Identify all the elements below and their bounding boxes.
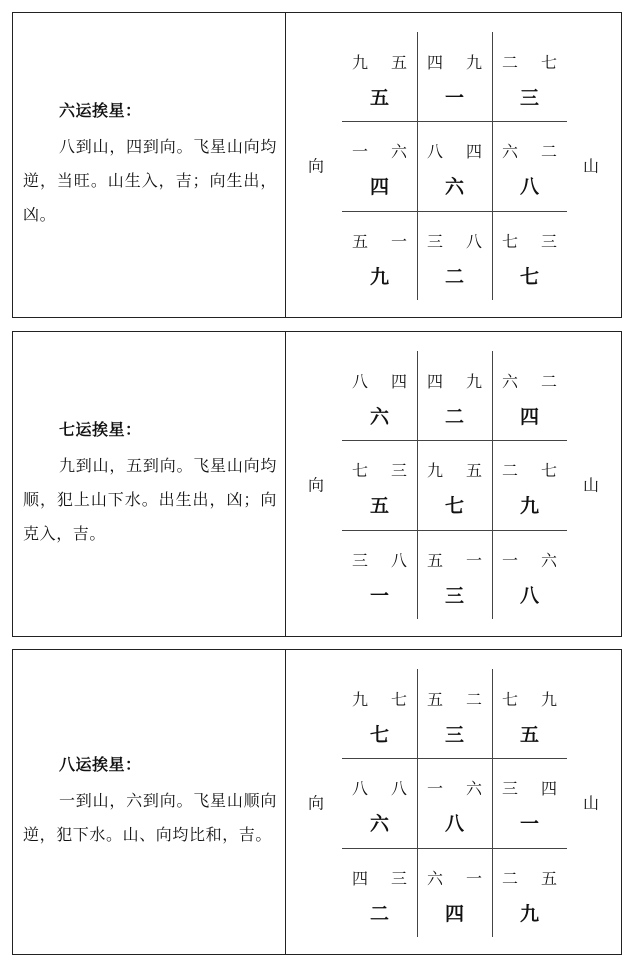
facing-star: 六	[390, 142, 407, 161]
facing-star: 八	[390, 551, 407, 570]
mountain-star: 七	[502, 232, 519, 251]
mountain-star: 七	[352, 461, 369, 480]
cell-top-stars	[417, 369, 492, 392]
facing-star: 四	[540, 779, 557, 798]
cell-top-stars	[417, 776, 492, 799]
cell-top-stars	[342, 369, 417, 392]
facing-star: 三	[390, 461, 407, 480]
cell-top-stars	[417, 458, 492, 481]
column-divider	[285, 332, 286, 636]
base-star: 二	[444, 266, 464, 288]
mountain-direction-label: 山	[583, 793, 600, 813]
facing-star: 九	[465, 53, 482, 72]
grid-cell	[342, 440, 417, 529]
cell-top-stars	[342, 866, 417, 889]
grid-cell	[417, 848, 492, 937]
description-block	[23, 13, 277, 317]
mountain-star: 八	[352, 779, 369, 798]
cell-top-stars	[492, 687, 567, 710]
base-star: 九	[519, 495, 539, 517]
base-star: 四	[444, 903, 464, 925]
period-heading: 六运挨星：	[59, 101, 142, 120]
column-divider	[285, 13, 286, 317]
base-star: 三	[519, 87, 539, 109]
facing-star: 五	[540, 869, 557, 888]
facing-star: 二	[540, 142, 557, 161]
grid-cell	[417, 32, 492, 121]
base-star: 六	[369, 813, 389, 835]
base-star: 九	[369, 266, 389, 288]
cell-top-stars	[417, 866, 492, 889]
facing-star: 七	[540, 53, 557, 72]
mountain-star: 五	[427, 690, 444, 709]
flying-star-panel	[12, 12, 622, 318]
flying-star-panel	[12, 331, 622, 637]
facing-star: 四	[390, 372, 407, 391]
mountain-star: 一	[427, 779, 444, 798]
mountain-star: 五	[427, 551, 444, 570]
base-star: 八	[444, 813, 464, 835]
mountain-star: 八	[352, 372, 369, 391]
facing-star: 五	[465, 461, 482, 480]
facing-direction-label: 向	[308, 793, 325, 813]
grid-cell	[492, 32, 567, 121]
base-star: 七	[369, 724, 389, 746]
base-star: 六	[369, 406, 389, 428]
period-heading: 七运挨星：	[59, 420, 142, 439]
facing-star: 六	[465, 779, 482, 798]
period-heading: 八运挨星：	[59, 755, 142, 774]
cell-top-stars	[417, 139, 492, 162]
mountain-star: 一	[352, 142, 369, 161]
base-star: 一	[519, 813, 539, 835]
grid-cell	[492, 440, 567, 529]
mountain-star: 四	[427, 53, 444, 72]
grid-cell	[492, 530, 567, 619]
mountain-star: 八	[427, 142, 444, 161]
grid-cell	[342, 758, 417, 847]
flying-star-panel	[12, 649, 622, 955]
cell-top-stars	[492, 50, 567, 73]
base-star: 一	[444, 87, 464, 109]
facing-star: 七	[540, 461, 557, 480]
cell-top-stars	[342, 50, 417, 73]
base-star: 八	[519, 176, 539, 198]
cell-top-stars	[417, 548, 492, 571]
mountain-star: 三	[502, 779, 519, 798]
facing-star: 九	[540, 690, 557, 709]
cell-top-stars	[342, 139, 417, 162]
mountain-star: 二	[502, 461, 519, 480]
mountain-star: 九	[427, 461, 444, 480]
cell-top-stars	[342, 687, 417, 710]
mountain-star: 四	[352, 869, 369, 888]
description-block	[23, 332, 277, 636]
facing-star: 三	[540, 232, 557, 251]
mountain-star: 七	[502, 690, 519, 709]
mountain-star: 三	[352, 551, 369, 570]
grid-cell	[492, 669, 567, 758]
grid-cell	[492, 351, 567, 440]
nine-palace-grid	[342, 32, 567, 300]
mountain-star: 一	[502, 551, 519, 570]
facing-star: 五	[390, 53, 407, 72]
base-star: 九	[519, 903, 539, 925]
facing-star: 一	[465, 869, 482, 888]
base-star: 七	[444, 495, 464, 517]
base-star: 三	[444, 724, 464, 746]
period-description: 八到山，四到向。飞星山向均逆，当旺。山生入，吉；向生出，凶。	[23, 137, 277, 224]
grid-cell	[492, 758, 567, 847]
period-description: 九到山，五到向。飞星山向均顺，犯上山下水。出生出，凶；向克入，吉。	[23, 456, 277, 543]
base-star: 四	[519, 406, 539, 428]
grid-cell	[492, 211, 567, 300]
nine-palace-grid	[342, 351, 567, 619]
grid-cell	[342, 351, 417, 440]
cell-top-stars	[492, 776, 567, 799]
mountain-star: 三	[427, 232, 444, 251]
cell-top-stars	[492, 548, 567, 571]
facing-star: 七	[390, 690, 407, 709]
mountain-star: 二	[502, 53, 519, 72]
grid-cell	[342, 669, 417, 758]
grid-cell	[417, 211, 492, 300]
base-star: 五	[369, 87, 389, 109]
mountain-direction-label: 山	[583, 475, 600, 495]
facing-star: 一	[390, 232, 407, 251]
base-star: 七	[519, 266, 539, 288]
mountain-direction-label: 山	[583, 156, 600, 176]
grid-cell	[417, 758, 492, 847]
facing-star: 二	[465, 690, 482, 709]
grid-cell	[417, 530, 492, 619]
mountain-star: 四	[427, 372, 444, 391]
facing-star: 八	[390, 779, 407, 798]
cell-top-stars	[492, 229, 567, 252]
facing-star: 六	[540, 551, 557, 570]
mountain-star: 六	[427, 869, 444, 888]
facing-star: 九	[465, 372, 482, 391]
grid-cell	[492, 121, 567, 210]
base-star: 二	[369, 903, 389, 925]
cell-top-stars	[492, 139, 567, 162]
grid-cell	[342, 530, 417, 619]
description-block	[23, 650, 277, 954]
mountain-star: 二	[502, 869, 519, 888]
facing-direction-label: 向	[308, 156, 325, 176]
cell-top-stars	[492, 369, 567, 392]
base-star: 一	[369, 585, 389, 607]
facing-star: 八	[465, 232, 482, 251]
grid-cell	[342, 848, 417, 937]
cell-top-stars	[492, 866, 567, 889]
base-star: 六	[444, 176, 464, 198]
mountain-star: 六	[502, 142, 519, 161]
facing-star: 一	[465, 551, 482, 570]
grid-cell	[417, 121, 492, 210]
cell-top-stars	[417, 50, 492, 73]
cell-top-stars	[417, 687, 492, 710]
cell-top-stars	[492, 458, 567, 481]
grid-cell	[342, 211, 417, 300]
cell-top-stars	[342, 776, 417, 799]
grid-cell	[417, 440, 492, 529]
base-star: 四	[369, 176, 389, 198]
mountain-star: 九	[352, 53, 369, 72]
period-description: 一到山，六到向。飞星山顺向逆，犯下水。山、向均比和，吉。	[23, 791, 277, 844]
column-divider	[285, 650, 286, 954]
grid-cell	[492, 848, 567, 937]
facing-star: 四	[465, 142, 482, 161]
cell-top-stars	[417, 229, 492, 252]
grid-cell	[342, 32, 417, 121]
base-star: 二	[444, 406, 464, 428]
mountain-star: 六	[502, 372, 519, 391]
cell-top-stars	[342, 229, 417, 252]
base-star: 五	[519, 724, 539, 746]
mountain-star: 五	[352, 232, 369, 251]
facing-star: 三	[390, 869, 407, 888]
mountain-star: 九	[352, 690, 369, 709]
base-star: 五	[369, 495, 389, 517]
nine-palace-grid	[342, 669, 567, 937]
grid-cell	[342, 121, 417, 210]
base-star: 三	[444, 585, 464, 607]
cell-top-stars	[342, 458, 417, 481]
facing-star: 二	[540, 372, 557, 391]
grid-cell	[417, 669, 492, 758]
cell-top-stars	[342, 548, 417, 571]
facing-direction-label: 向	[308, 475, 325, 495]
grid-cell	[417, 351, 492, 440]
base-star: 八	[519, 585, 539, 607]
